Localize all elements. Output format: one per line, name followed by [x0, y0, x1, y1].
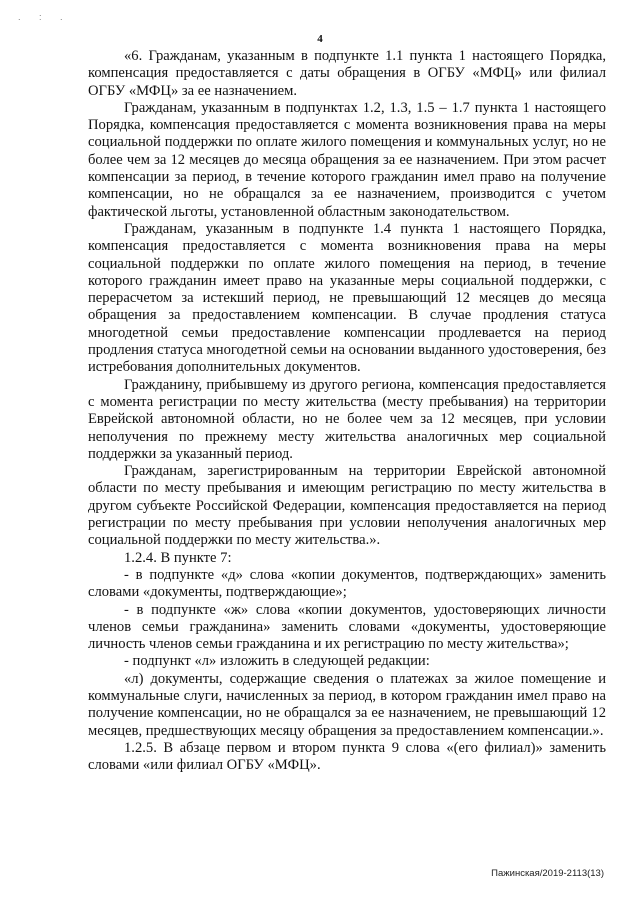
paragraph: 1.2.5. В абзаце первом и втором пункта 9 слова «(его филиал)» заменить словами «или филиал ОГБУ «МФЦ».	[88, 739, 606, 774]
paragraph: - подпункт «л» изложить в следующей редакции:	[124, 653, 430, 670]
page-number: 4	[317, 33, 323, 45]
paragraph: - в подпункте «д» слова «копии документов, подтверждающих» заменить словами «документы, подтверждающие»;	[88, 566, 606, 601]
document-body	[88, 48, 606, 774]
paragraph: «л) документы, содержащие сведения о платежах за жилое помещение и коммунальные слуги, начисленных за период, в котором гражданин имел право на получение компенсации, но не обращался за ее назначением, не превышающий 12 месяцев, предшествующих месяцу обращения за предоставлением компенсации.».	[88, 670, 606, 739]
paragraph: Гражданам, зарегистрированным на территории Еврейской автономной области по месту пребывания и имеющим регистрацию по месту жительства в другом субъекте Российской Федерации, компенсация предоставляется на период регистрации по месту пребывания при условии неполучения аналогичных мер социальной поддержки по месту жительства.».	[88, 463, 606, 549]
paragraph: Гражданам, указанным в подпунктах 1.2, 1.3, 1.5 – 1.7 пункта 1 настоящего Порядка, компенсация предоставляется с момента возникновения права на меры социальной поддержки по оплате жилого помещения и коммунальных услуг, но не более чем за 12 месяцев до месяца обращения за ее назначением. При этом расчет компенсации за период, в течение которого гражданин имел право на получение компенсации, но не обращался за ее назначением, производится с учетом фактической льготы, установленной областным законодательством.	[88, 99, 606, 220]
paragraph: 1.2.4. В пункте 7:	[124, 549, 232, 566]
paragraph: Гражданину, прибывшему из другого региона, компенсация предоставляется с момента регистрации по месту жительства (месту пребывания) на территории Еврейской автономной области, но не более чем за 12 месяцев, при условии неполучения по прежнему месту жительства аналогичных мер социальной поддержки за указанный период.	[88, 376, 606, 462]
paragraph: Гражданам, указанным в подпункте 1.4 пункта 1 настоящего Порядка, компенсация предоставляется с момента возникновения права на меры социальной поддержки по оплате жилого помещения на период, в течение которого гражданин имеет право на указанные меры социальной поддержки, с перерасчетом за истекший период, не превышающий 12 месяцев до месяца обращения за предоставлением компенсации. В случае продления статуса многодетной семьи предоставление компенсации продлевается на период продления статуса многодетной семьи на основании выданного удостоверения, без истребования дополнительных документов.	[88, 220, 606, 376]
footer-document-code: Пажинская/2019-2113(13)	[491, 868, 604, 879]
paragraph: «6. Гражданам, указанным в подпункте 1.1 пункта 1 настоящего Порядка, компенсация предоставляется с даты обращения в ОГБУ «МФЦ» или филиал ОГБУ «МФЦ» за ее назначением.	[88, 48, 606, 99]
scan-artifact: . : .	[18, 12, 71, 22]
paragraph: - в подпункте «ж» слова «копии документов, удостоверяющих личности членов семьи гражданина» заменить словами «документы, удостоверяющие личность членов семьи гражданина и их регистрацию по месту жительства»;	[88, 601, 606, 653]
